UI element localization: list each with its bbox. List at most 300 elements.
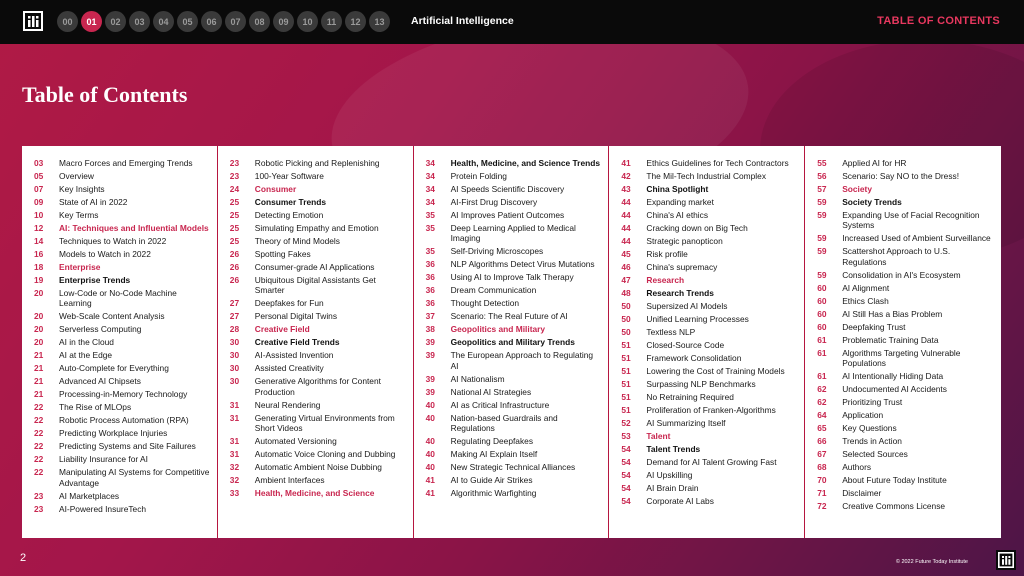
toc-entry-label: Proliferation of Franken-Algorithms (646, 405, 776, 415)
toc-entry[interactable] (426, 449, 603, 459)
toc-entry-label: Textless NLP (646, 327, 696, 337)
toc-page-number: 68 (817, 462, 827, 473)
toc-entry-label: 100-Year Software (254, 171, 324, 181)
toc-page-number: 53 (621, 431, 631, 441)
toc-entry-label: Scattershot Approach to U.S. Regulations (842, 246, 951, 267)
toc-entry[interactable] (34, 376, 211, 386)
toc-entry[interactable] (230, 236, 407, 246)
toc-page-number: 59 (817, 197, 827, 207)
toc-page-number: 36 (425, 298, 435, 309)
toc-entry[interactable] (817, 233, 995, 243)
toc-entry[interactable] (34, 491, 211, 501)
toc-entry-label: Applied AI for HR (842, 158, 907, 168)
toc-entry[interactable] (621, 262, 798, 272)
chapter-tab-05[interactable]: 05 (177, 11, 198, 32)
toc-page-number: 23 (34, 503, 44, 514)
toc-page-number: 60 (817, 308, 827, 319)
toc-page-number: 22 (34, 467, 44, 478)
toc-page-number: 40 (425, 399, 435, 410)
toc-entry[interactable] (817, 270, 995, 280)
toc-page-number: 03 (34, 158, 44, 168)
toc-entry-label: Ethics Guidelines for Tech Contractors (646, 158, 789, 168)
chapter-tab-07[interactable]: 07 (225, 11, 246, 32)
page-title: Table of Contents (22, 82, 188, 107)
toc-entry[interactable] (621, 379, 798, 389)
toc-page-number: 33 (229, 488, 240, 499)
copyright-text: © 2022 Future Today Institute (895, 559, 968, 565)
chapter-tab-03[interactable]: 03 (129, 11, 150, 32)
toc-entry[interactable] (817, 309, 995, 319)
toc-entry-label: The European Approach to Regulating AI (450, 350, 594, 371)
chapter-tab-09[interactable]: 09 (273, 11, 294, 32)
toc-entry[interactable] (230, 210, 407, 220)
table-of-contents-link[interactable]: TABLE OF CONTENTS (877, 15, 1000, 27)
toc-entry-label: About Future Today Institute (842, 475, 947, 486)
chapter-tab-06[interactable]: 06 (201, 11, 222, 32)
toc-entry[interactable] (817, 449, 995, 459)
toc-entry[interactable] (34, 454, 211, 464)
toc-entry[interactable] (230, 298, 407, 308)
toc-entry[interactable] (34, 467, 211, 488)
toc-entry[interactable] (230, 475, 407, 485)
toc-entry[interactable] (621, 366, 798, 376)
toc-page-number: 09 (34, 197, 44, 207)
toc-page-number: 22 (34, 454, 44, 465)
toc-page-number: 30 (229, 376, 240, 387)
toc-entry[interactable] (230, 262, 407, 272)
toc-entry-label: Creative Field (254, 324, 310, 335)
toc-entry-label: Research (646, 275, 685, 285)
toc-entry-label: New Strategic Technical Alliances (450, 462, 576, 473)
toc-entry-label: Enterprise (59, 262, 101, 272)
toc-entry[interactable] (230, 436, 407, 446)
toc-entry[interactable] (426, 311, 603, 321)
toc-entry[interactable] (426, 488, 603, 498)
toc-page-number: 66 (817, 436, 827, 447)
toc-entry[interactable] (34, 275, 211, 285)
toc-page-number: 35 (425, 246, 435, 257)
toc-entry[interactable] (621, 405, 798, 415)
toc-entry-label: Ambient Interfaces (254, 475, 325, 486)
toc-entry[interactable] (817, 423, 995, 433)
toc-entry-label: Manipulating AI Systems for Competitive Advantage (59, 467, 210, 488)
toc-entry-label: Algorithms Targeting Vulnerable Populations (842, 347, 961, 369)
toc-entry[interactable] (426, 184, 603, 194)
toc-page-number: 48 (621, 288, 631, 298)
page-number: 2 (20, 552, 27, 564)
toc-entry[interactable] (621, 223, 798, 233)
toc-page-number: 59 (817, 269, 827, 280)
toc-entry[interactable] (426, 223, 603, 244)
toc-entry[interactable] (621, 314, 798, 324)
toc-page-number: 25 (229, 236, 240, 246)
toc-entry-label: Detecting Emotion (254, 210, 324, 220)
toc-entry[interactable] (34, 389, 211, 399)
toc-entry-label: AI to Guide Air Strikes (450, 475, 533, 486)
toc-entry[interactable] (230, 275, 407, 296)
toc-page-number: 51 (621, 379, 631, 389)
toc-entry[interactable] (230, 488, 407, 498)
toc-entry[interactable] (426, 475, 603, 485)
toc-entry-label: Disclaimer (842, 488, 882, 499)
footer-logo-icon[interactable] (996, 550, 1016, 570)
chapter-tab-01[interactable]: 01 (81, 11, 102, 32)
toc-page-number: 50 (621, 314, 631, 324)
toc-entry[interactable] (621, 470, 798, 480)
toc-entry-label: Application (842, 410, 884, 421)
toc-page-number: 40 (425, 449, 435, 460)
toc-entry[interactable] (621, 184, 798, 194)
toc-entry-label: Neural Rendering (254, 399, 321, 410)
toc-entry-label: Consumer Trends (254, 197, 326, 207)
toc-panel (22, 146, 1001, 538)
toc-entry-label: Robotic Process Automation (RPA) (59, 415, 189, 426)
toc-entry-label: Prioritizing Trust (842, 397, 903, 408)
toc-page-number: 54 (621, 444, 631, 454)
toc-entry-label: AI at the Edge (59, 350, 113, 361)
toc-entry[interactable] (426, 350, 603, 371)
toc-page-number: 34 (425, 197, 435, 207)
toc-entry[interactable] (817, 184, 995, 194)
toc-page-number: 51 (621, 340, 631, 350)
toc-entry[interactable] (817, 462, 995, 472)
toc-entry-label: Talent (646, 431, 671, 441)
toc-entry-label: Authors (842, 462, 872, 473)
chapter-tab-04[interactable]: 04 (153, 11, 174, 32)
toc-page-number: 20 (34, 324, 44, 335)
toc-entry-label: Predicting Workplace Injuries (59, 428, 168, 439)
toc-entry-label: Deepfakes for Fun (254, 298, 324, 309)
toc-entry-label: Talent Trends (646, 444, 701, 454)
toc-entry-label: Dream Communication (450, 285, 537, 296)
toc-entry-label: Using AI to Improve Talk Therapy (450, 272, 574, 283)
toc-entry[interactable] (817, 335, 995, 345)
toc-entry-label: Problematic Training Data (842, 334, 939, 345)
toc-entry-label: Personal Digital Twins (254, 311, 338, 322)
toc-entry[interactable] (34, 249, 211, 259)
toc-entry[interactable] (34, 504, 211, 514)
toc-entry-label: Expanding market (646, 197, 714, 207)
toc-page-number: 46 (621, 262, 631, 272)
toc-entry-label: Lowering the Cost of Training Models (646, 366, 785, 376)
toc-page-number: 59 (817, 233, 827, 244)
toc-entry[interactable] (426, 387, 603, 397)
chapter-tab-11[interactable]: 11 (321, 11, 342, 32)
toc-page-number: 30 (229, 363, 240, 374)
toc-entry[interactable] (621, 275, 798, 285)
toc-entry-label: Expanding Use of Facial Recognition Systems (842, 210, 980, 231)
toc-page-number: 31 (229, 412, 240, 423)
toc-entry-label: National AI Strategies (450, 386, 532, 397)
toc-page-number: 50 (621, 327, 631, 337)
toc-entry[interactable] (817, 501, 995, 511)
toc-page-number: 57 (817, 184, 827, 194)
toc-entry[interactable] (817, 158, 995, 168)
toc-entry[interactable] (34, 350, 211, 360)
toc-page-number: 43 (621, 184, 631, 194)
toc-entry[interactable] (34, 236, 211, 246)
toc-column (22, 146, 218, 538)
fti-logo-icon[interactable] (22, 10, 44, 32)
toc-entry-label: No Retraining Required (646, 392, 734, 402)
toc-page-number: 51 (621, 392, 631, 402)
toc-entry[interactable] (817, 197, 995, 207)
toc-column (218, 146, 414, 538)
toc-entry-label: The Rise of MLOps (59, 402, 132, 413)
toc-entry-label: Thought Detection (450, 298, 520, 309)
toc-entry[interactable] (426, 462, 603, 472)
toc-entry[interactable] (34, 428, 211, 438)
toc-page-number: 22 (34, 441, 44, 452)
toc-page-number: 31 (229, 399, 240, 410)
toc-entry[interactable] (621, 340, 798, 350)
toc-page-number: 32 (229, 462, 240, 473)
toc-entry[interactable] (621, 171, 798, 181)
toc-page-number: 59 (817, 210, 827, 220)
toc-entry[interactable] (34, 223, 211, 233)
toc-entry-label: NLP Algorithms Detect Virus Mutations (450, 259, 595, 270)
toc-entry[interactable] (34, 288, 211, 309)
toc-entry-label: Theory of Mind Models (254, 236, 340, 246)
toc-entry[interactable] (817, 246, 995, 267)
toc-entry-label: AI Marketplaces (59, 490, 120, 501)
toc-entry[interactable] (817, 384, 995, 394)
toc-page-number: 23 (34, 490, 44, 501)
toc-page-number: 34 (425, 184, 435, 194)
toc-entry[interactable] (426, 337, 603, 347)
toc-entry[interactable] (621, 444, 798, 454)
toc-entry[interactable] (230, 400, 407, 410)
toc-entry[interactable] (817, 397, 995, 407)
toc-entry[interactable] (621, 236, 798, 246)
toc-entry-label: Key Questions (842, 423, 897, 434)
toc-entry[interactable] (621, 431, 798, 441)
chapter-tab-02[interactable]: 02 (105, 11, 126, 32)
toc-entry[interactable] (426, 374, 603, 384)
toc-page-number: 25 (229, 210, 240, 220)
toc-entry[interactable] (426, 197, 603, 207)
toc-entry-label: Framework Consolidation (646, 353, 742, 363)
toc-entry[interactable] (230, 249, 407, 259)
toc-entry-label: Health, Medicine, and Science Trends (450, 158, 600, 168)
toc-entry-label: Cracking down on Big Tech (646, 223, 748, 233)
toc-entry[interactable] (230, 413, 407, 434)
toc-entry[interactable] (34, 311, 211, 321)
toc-entry[interactable] (621, 301, 798, 311)
toc-entry-label: Automatic Ambient Noise Dubbing (254, 462, 382, 473)
toc-page-number: 21 (34, 363, 44, 374)
toc-page-number: 36 (425, 272, 435, 283)
toc-entry[interactable] (230, 184, 407, 194)
toc-entry[interactable] (621, 288, 798, 298)
toc-entry[interactable] (621, 457, 798, 467)
toc-entry[interactable] (426, 413, 603, 434)
toc-entry[interactable] (621, 496, 798, 506)
toc-entry[interactable] (817, 296, 995, 306)
toc-entry[interactable] (621, 158, 798, 168)
toc-page-number: 21 (34, 376, 44, 387)
toc-entry[interactable] (426, 324, 603, 334)
toc-entry-label: China's supremacy (646, 262, 718, 272)
toc-page-number: 47 (621, 275, 631, 285)
toc-entry[interactable] (817, 348, 995, 369)
chapter-tab-13[interactable]: 13 (369, 11, 390, 32)
toc-entry[interactable] (621, 197, 798, 207)
toc-entry[interactable] (230, 350, 407, 360)
toc-entry[interactable] (817, 371, 995, 381)
toc-page-number: 41 (621, 158, 631, 168)
toc-page-number: 25 (229, 197, 240, 207)
toc-entry[interactable] (426, 171, 603, 181)
toc-entry-label: Society (842, 184, 872, 194)
toc-entry[interactable] (817, 488, 995, 498)
toc-entry[interactable] (34, 324, 211, 334)
toc-entry-label: AI-Assisted Invention (254, 350, 334, 361)
toc-entry[interactable] (817, 475, 995, 485)
toc-page-number: 45 (621, 249, 631, 259)
toc-entry[interactable] (230, 324, 407, 334)
toc-entry-label: Undocumented AI Accidents (842, 384, 947, 395)
toc-entry[interactable] (230, 171, 407, 181)
toc-entry-label: Risk profile (646, 249, 688, 259)
toc-entry-label: Generative Algorithms for Content Production (254, 376, 381, 397)
toc-entry[interactable] (426, 400, 603, 410)
toc-entry-label: Scenario: Say NO to the Dress! (842, 171, 960, 181)
toc-page-number: 31 (229, 449, 240, 460)
toc-column (609, 146, 805, 538)
toc-entry-label: Health, Medicine, and Science (254, 488, 375, 499)
toc-entry[interactable] (34, 197, 211, 207)
toc-entry-label: Auto-Complete for Everything (59, 363, 169, 374)
toc-entry[interactable] (621, 392, 798, 402)
toc-entry-label: Liability Insurance for AI (59, 454, 148, 465)
toc-page-number: 37 (425, 311, 435, 322)
toc-page-number: 70 (817, 475, 827, 486)
toc-entry[interactable] (34, 158, 211, 168)
toc-entry-label: Creative Commons License (842, 501, 946, 512)
toc-page-number: 25 (229, 223, 240, 233)
toc-page-number: 61 (817, 371, 827, 382)
toc-entry[interactable] (817, 436, 995, 446)
chapter-tab-08[interactable]: 08 (249, 11, 270, 32)
toc-entry[interactable] (621, 249, 798, 259)
toc-page-number: 65 (817, 423, 827, 434)
toc-entry[interactable] (34, 210, 211, 220)
toc-page-number: 22 (34, 402, 44, 413)
toc-entry-label: AI-Powered InsureTech (59, 503, 147, 514)
toc-page-number: 26 (229, 275, 240, 285)
toc-entry[interactable] (230, 449, 407, 459)
toc-page-number: 39 (425, 373, 435, 384)
toc-entry[interactable] (817, 283, 995, 293)
toc-column (805, 146, 1001, 538)
toc-entry[interactable] (230, 197, 407, 207)
toc-entry[interactable] (426, 158, 603, 168)
toc-entry[interactable] (230, 223, 407, 233)
toc-entry[interactable] (817, 410, 995, 420)
toc-entry-label: AI: Techniques and Influential Models (59, 223, 209, 233)
toc-page-number: 10 (34, 210, 44, 220)
toc-entry[interactable] (817, 322, 995, 332)
toc-entry[interactable] (621, 353, 798, 363)
toc-entry[interactable] (230, 311, 407, 321)
toc-page-number: 39 (425, 350, 435, 361)
toc-entry[interactable] (817, 171, 995, 181)
toc-entry-label: Techniques to Watch in 2022 (59, 236, 167, 246)
toc-entry[interactable] (426, 436, 603, 446)
section-title: Artificial Intelligence (411, 15, 514, 27)
toc-entry-label: Web-Scale Content Analysis (59, 311, 165, 322)
toc-page-number: 36 (425, 285, 435, 296)
toc-page-number: 34 (425, 171, 435, 181)
toc-entry-label: Consumer-grade AI Applications (254, 262, 375, 272)
toc-entry[interactable] (621, 327, 798, 337)
toc-page-number: 51 (621, 366, 631, 376)
toc-entry[interactable] (426, 259, 603, 269)
toc-entry-label: Supersized AI Models (646, 301, 728, 311)
toc-entry-label: Strategic panopticon (646, 236, 723, 246)
chapter-tab-00[interactable]: 00 (57, 11, 78, 32)
toc-entry[interactable] (426, 298, 603, 308)
toc-entry[interactable] (34, 337, 211, 347)
toc-entry[interactable] (34, 415, 211, 425)
toc-entry[interactable] (34, 441, 211, 451)
toc-entry-label: AI in the Cloud (59, 337, 114, 348)
chapter-tab-12[interactable]: 12 (345, 11, 366, 32)
toc-entry-label: AI Speeds Scientific Discovery (450, 184, 565, 194)
toc-entry-label: AI-First Drug Discovery (450, 197, 538, 207)
toc-page-number: 41 (425, 488, 435, 499)
toc-entry[interactable] (34, 184, 211, 194)
toc-page-number: 30 (229, 350, 240, 361)
toc-entry[interactable] (426, 272, 603, 282)
toc-entry[interactable] (34, 402, 211, 412)
toc-page-number: 40 (425, 412, 435, 423)
toc-entry[interactable] (230, 337, 407, 347)
toc-entry[interactable] (34, 171, 211, 181)
toc-entry-label: China's AI ethics (646, 210, 709, 220)
toc-page-number: 39 (425, 386, 435, 397)
toc-page-number: 51 (621, 405, 631, 415)
toc-entry[interactable] (34, 363, 211, 373)
toc-entry[interactable] (621, 483, 798, 493)
toc-entry[interactable] (621, 210, 798, 220)
toc-entry[interactable] (230, 376, 407, 397)
toc-entry-label: Consumer (254, 184, 297, 194)
toc-page-number: 54 (621, 496, 631, 506)
toc-entry-label: AI Nationalism (450, 373, 505, 384)
toc-entry[interactable] (817, 210, 995, 231)
toc-entry[interactable] (34, 262, 211, 272)
toc-page-number: 36 (425, 259, 435, 270)
toc-page-number: 61 (817, 347, 827, 358)
toc-entry[interactable] (426, 210, 603, 220)
toc-entry-label: Automated Versioning (254, 436, 337, 447)
toc-entry[interactable] (230, 462, 407, 472)
toc-page-number: 72 (817, 501, 827, 512)
chapter-tab-10[interactable]: 10 (297, 11, 318, 32)
toc-entry[interactable] (426, 246, 603, 256)
toc-entry[interactable] (230, 363, 407, 373)
toc-entry[interactable] (426, 285, 603, 295)
toc-entry-label: Geopolitics and Military (450, 324, 546, 335)
toc-page-number: 35 (425, 223, 435, 233)
toc-entry[interactable] (621, 418, 798, 428)
toc-page-number: 54 (621, 483, 631, 493)
toc-entry[interactable] (230, 158, 407, 168)
toc-page-number: 35 (425, 210, 435, 220)
toc-entry-label: Protein Folding (450, 171, 507, 181)
